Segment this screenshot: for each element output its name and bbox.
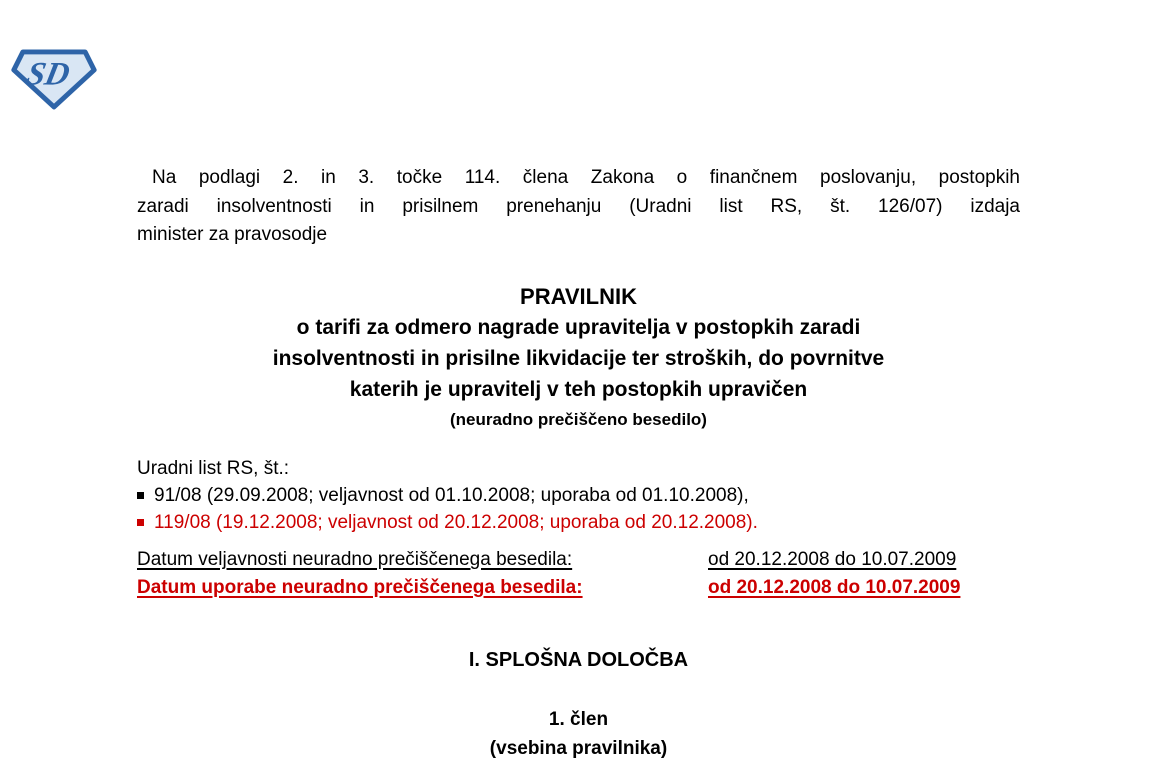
article-heading-block	[137, 705, 1020, 763]
title-line-2: insolventnosti in prisilne likvidacije ter stroških, do povrnitve	[272, 347, 885, 370]
intro-line-1: Na podlagi 2. in 3. točke 114. člena Zakona o finančnem poslovanju, postopkih	[152, 167, 1020, 188]
validity-value: od 20.12.2008 do 10.07.2009	[708, 576, 961, 598]
validity-label: Datum uporabe neuradno prečiščenega besedila:	[137, 576, 583, 598]
article-subtitle: (vsebina pravilnika)	[489, 738, 668, 759]
validity-section	[137, 546, 1020, 601]
validity-value: od 20.12.2008 do 10.07.2009	[708, 549, 957, 570]
validity-label-cell	[137, 574, 708, 602]
sd-logo-icon	[13, 48, 95, 110]
document-title-block	[137, 281, 1020, 435]
title-line-1: o tarifi za odmero nagrade upravitelja v postopkih zaradi	[296, 316, 861, 339]
title-line-3: katerih je upravitelj v teh postopkih upravičen	[349, 378, 808, 401]
gazette-item-text: 91/08 (29.09.2008; veljavnost od 01.10.2008; uporaba od 01.10.2008),	[154, 485, 749, 506]
square-bullet-icon	[137, 519, 144, 526]
intro-paragraph	[137, 164, 1020, 250]
validity-row	[137, 574, 1020, 602]
sd-logo-letters: SD	[23, 56, 74, 93]
chapter-heading: I. SPLOŠNA DOLOČBA	[468, 649, 689, 671]
title-subtitle: (neuradno prečiščeno besedilo)	[450, 410, 707, 429]
intro-line-2: zaradi insolventnosti in prisilnem prenehanju (Uradni list RS, št. 126/07) izdaja	[137, 195, 1020, 217]
sd-logo	[13, 48, 95, 110]
gazette-heading: Uradni list RS, št.:	[137, 458, 290, 479]
gazette-item	[137, 509, 1020, 536]
gazette-item	[137, 482, 1020, 509]
validity-label: Datum veljavnosti neuradno prečiščenega besedila:	[137, 549, 573, 570]
gazette-item-text: 119/08 (19.12.2008; veljavnost od 20.12.2008; uporaba od 20.12.2008).	[154, 512, 758, 533]
intro-line-3: minister za pravosodje	[137, 224, 328, 245]
document-title: PRAVILNIK	[520, 284, 637, 309]
article-number: 1. člen	[548, 709, 609, 730]
square-bullet-icon	[137, 492, 144, 499]
gazette-section	[137, 455, 1020, 536]
validity-row	[137, 546, 1020, 574]
validity-label-cell	[137, 546, 708, 574]
